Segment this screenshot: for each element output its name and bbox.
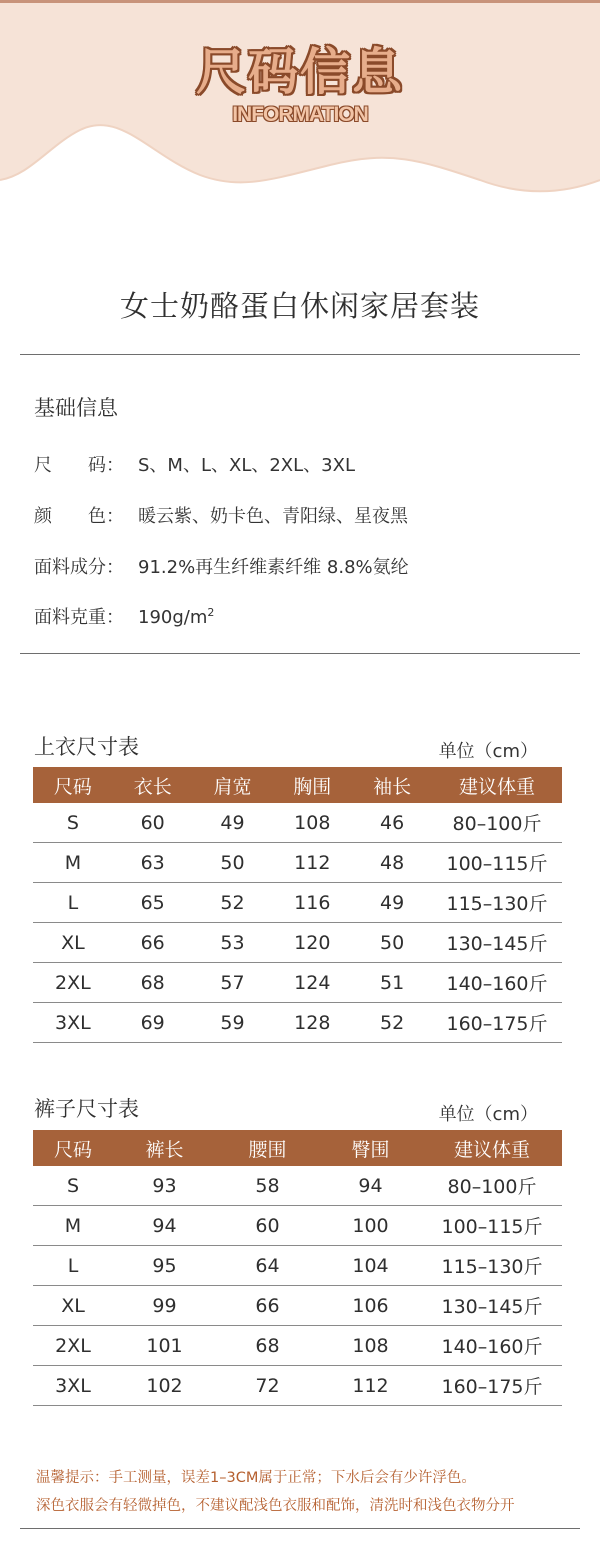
table-cell: 124 [272,963,352,1003]
table-cell: 65 [113,883,193,923]
table-cell: 50 [352,923,432,963]
table-cell: 94 [319,1166,422,1206]
table-cell: 140–160斤 [432,963,562,1003]
table-row [33,923,562,963]
pants-table-unit: 单位（cm） [438,1104,538,1125]
table-cell: 3XL [33,1003,113,1043]
table-cell: 52 [193,883,273,923]
table-header-cell: 建议体重 [432,767,562,803]
table-header-row [33,767,562,803]
info-value: 91.2%再生纤维素纤维 8.8%氨纶 [138,557,409,578]
info-value: 190g/m [138,607,208,628]
table-cell: 52 [352,1003,432,1043]
table-cell: 46 [352,803,432,843]
product-title: 女士奶酪蛋白休闲家居套装 [119,289,480,323]
info-row-fabric [34,553,409,579]
table-cell: M [33,843,113,883]
table-header-cell: 胸围 [272,767,352,803]
table-cell: L [33,883,113,923]
table-cell: 100 [319,1206,422,1246]
table-row [33,1326,562,1366]
table-cell: 108 [272,803,352,843]
table-cell: 63 [113,843,193,883]
table-cell: 99 [113,1286,216,1326]
table-cell: 100–115斤 [432,843,562,883]
table-row [33,1246,562,1286]
table-header-cell: 尺码 [33,1130,113,1166]
banner-top-line [0,0,600,3]
table-cell: 104 [319,1246,422,1286]
info-label: 面料成分： [34,557,124,578]
notes [36,1464,515,1520]
table-cell: 80–100斤 [422,1166,562,1206]
top-size-table [33,767,562,1043]
table-cell: 130–145斤 [432,923,562,963]
table-cell: 72 [216,1366,319,1406]
table-cell: 120 [272,923,352,963]
table-cell: S [33,803,113,843]
table-cell: 115–130斤 [432,883,562,923]
info-value-superscript: 2 [207,606,215,619]
table-cell: 69 [113,1003,193,1043]
table-cell: 59 [193,1003,273,1043]
info-label: 尺 码： [34,455,124,476]
table-cell: 112 [319,1366,422,1406]
info-row-color [34,502,408,528]
table-cell: 115–130斤 [422,1246,562,1286]
banner [0,0,600,230]
table-cell: 50 [193,843,273,883]
table-header-cell: 肩宽 [193,767,273,803]
table-cell: 108 [319,1326,422,1366]
banner-subtitle: INFORMATION [232,103,368,126]
table-cell: 53 [193,923,273,963]
table-header-cell: 衣长 [113,767,193,803]
table-cell: 94 [113,1206,216,1246]
table-cell: 60 [113,803,193,843]
info-label: 面料克重： [34,607,124,628]
table-header-row [33,1130,562,1166]
table-cell: 160–175斤 [422,1366,562,1406]
table-cell: XL [33,1286,113,1326]
table-header-cell: 裤长 [113,1130,216,1166]
divider [20,1528,580,1529]
table-cell: 130–145斤 [422,1286,562,1326]
table-cell: 66 [216,1286,319,1326]
table-cell: 48 [352,843,432,883]
table-cell: 64 [216,1246,319,1286]
table-cell: 49 [193,803,273,843]
table-header-cell: 腰围 [216,1130,319,1166]
info-row-size [34,451,355,477]
table-cell: 116 [272,883,352,923]
table-cell: 60 [216,1206,319,1246]
table-row [33,1166,562,1206]
note-line: 深色衣服会有轻微掉色，不建议配浅色衣服和配饰，清洗时和浅色衣物分开 [36,1498,515,1514]
table-cell: L [33,1246,113,1286]
table-cell: 3XL [33,1366,113,1406]
table-cell: 93 [113,1166,216,1206]
table-cell: 68 [113,963,193,1003]
pants-size-table [33,1130,562,1406]
table-header-cell: 尺码 [33,767,113,803]
info-value: 暖云紫、奶卡色、青阳绿、星夜黑 [138,506,408,527]
table-cell: 160–175斤 [432,1003,562,1043]
table-row [33,803,562,843]
table-cell: 95 [113,1246,216,1286]
table-cell: 128 [272,1003,352,1043]
info-label: 颜 色： [34,506,124,527]
table-cell: 51 [352,963,432,1003]
table-header-cell: 建议体重 [422,1130,562,1166]
basic-info-heading: 基础信息 [34,396,118,420]
table-row [33,883,562,923]
divider [20,653,580,654]
table-cell: 80–100斤 [432,803,562,843]
note-line: 温馨提示：手工测量，误差1–3CM属于正常；下水后会有少许浮色。 [36,1470,476,1486]
table-row [33,1366,562,1406]
table-cell: 2XL [33,1326,113,1366]
table-row [33,1286,562,1326]
table-header-cell: 臀围 [319,1130,422,1166]
table-cell: M [33,1206,113,1246]
table-cell: XL [33,923,113,963]
banner-title: 尺码信息 [196,43,404,101]
table-cell: 57 [193,963,273,1003]
top-table-heading: 上衣尺寸表 [34,735,139,759]
table-cell: 2XL [33,963,113,1003]
table-row [33,1003,562,1043]
table-cell: 49 [352,883,432,923]
table-cell: 112 [272,843,352,883]
table-row [33,843,562,883]
table-cell: 140–160斤 [422,1326,562,1366]
table-cell: 66 [113,923,193,963]
table-header-cell: 袖长 [352,767,432,803]
info-row-weight [34,603,214,629]
table-cell: 106 [319,1286,422,1326]
table-cell: 102 [113,1366,216,1406]
table-cell: 58 [216,1166,319,1206]
info-value: S、M、L、XL、2XL、3XL [138,455,355,476]
top-table-unit: 单位（cm） [438,741,538,762]
table-row [33,1206,562,1246]
table-cell: 101 [113,1326,216,1366]
divider [20,354,580,355]
table-cell: S [33,1166,113,1206]
table-row [33,963,562,1003]
pants-table-heading: 裤子尺寸表 [34,1097,139,1121]
table-cell: 100–115斤 [422,1206,562,1246]
table-cell: 68 [216,1326,319,1366]
